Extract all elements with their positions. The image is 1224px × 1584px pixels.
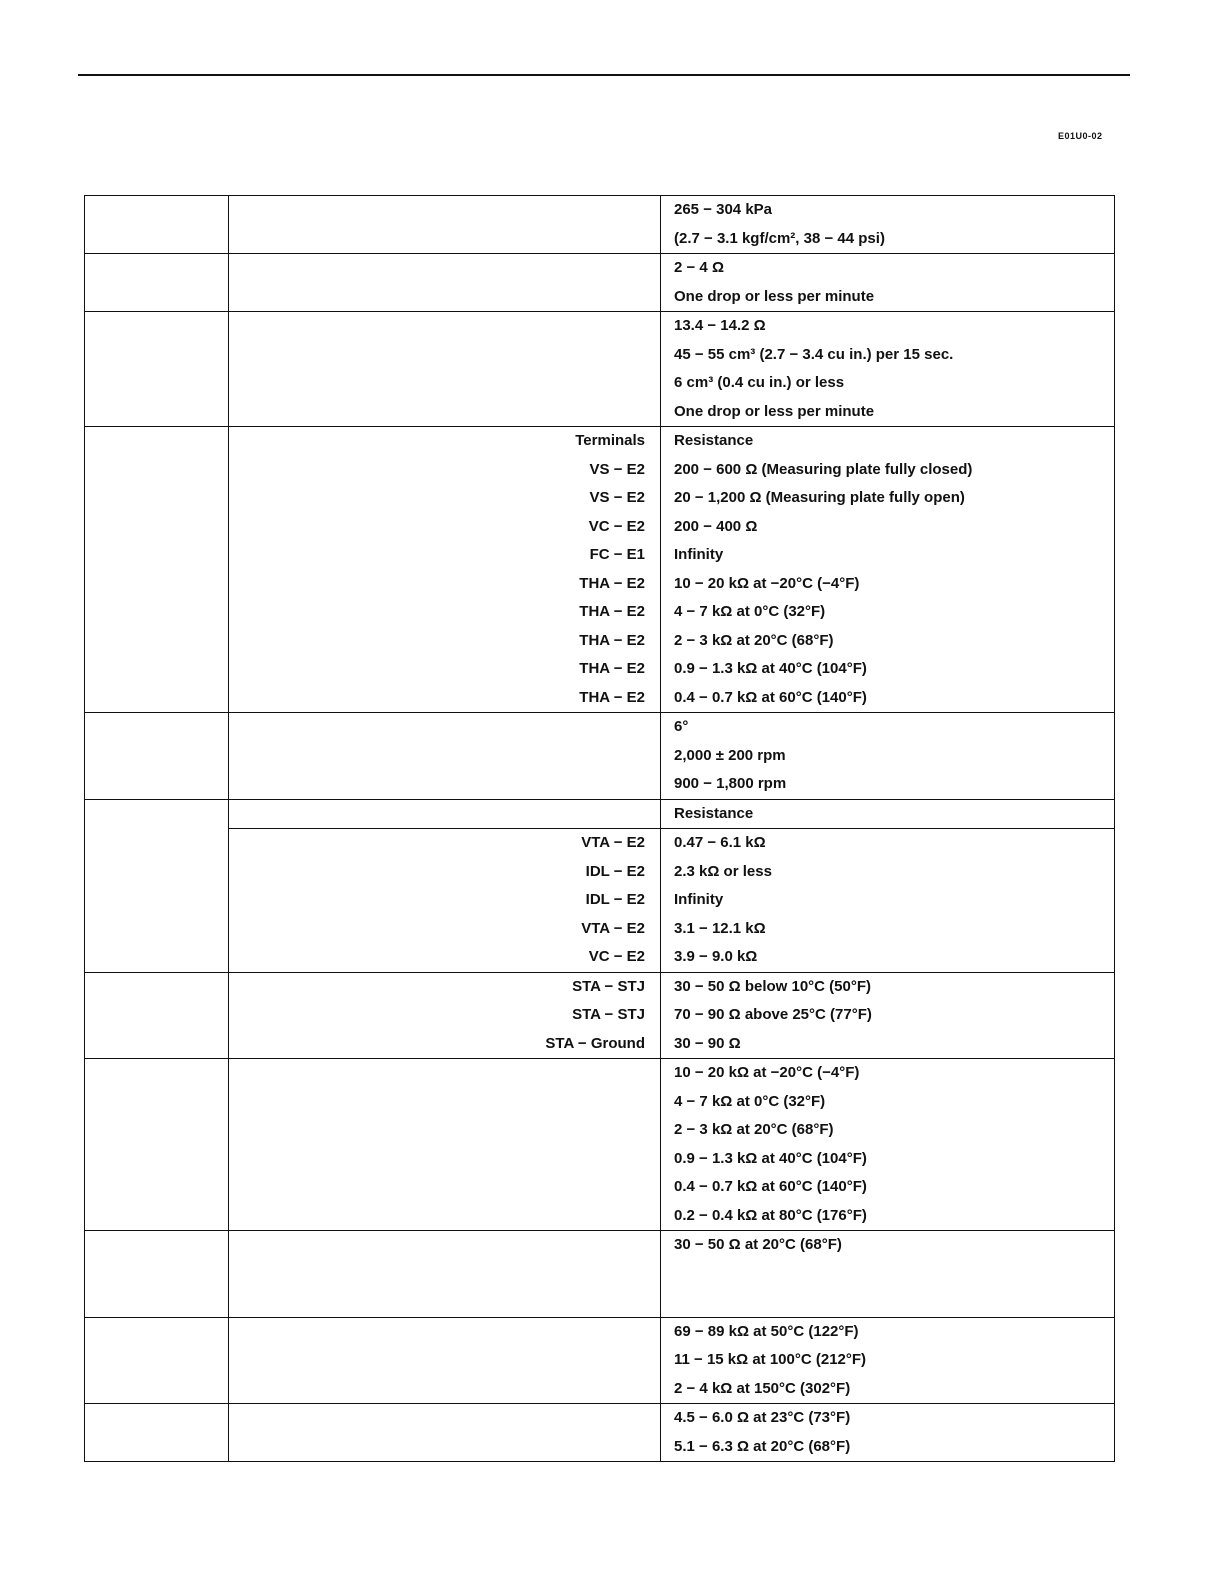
spec-line bbox=[229, 369, 1114, 398]
spec-value-cell: 265 − 304 kPa bbox=[674, 201, 773, 218]
terminal-cell: THA − E2 bbox=[229, 684, 661, 713]
item-cell bbox=[85, 713, 229, 799]
spec-line bbox=[229, 1375, 1114, 1404]
terminal-cell bbox=[229, 312, 661, 341]
spec-line bbox=[229, 800, 1114, 829]
spec-row bbox=[85, 1058, 1114, 1230]
spec-value-cell: 200 − 600 Ω (Measuring plate fully closed) bbox=[674, 460, 973, 478]
spec-row bbox=[85, 253, 1114, 311]
spec-line bbox=[229, 1173, 1114, 1202]
terminal-cell bbox=[229, 713, 661, 742]
spec-line bbox=[229, 312, 1114, 341]
terminal-cell bbox=[229, 1145, 661, 1174]
spec-value-cell: 45 − 55 cm³ (2.7 − 3.4 cu in.) per 15 sec. bbox=[674, 345, 954, 363]
spec-value-cell: 0.2 − 0.4 kΩ at 80°C (176°F) bbox=[674, 1206, 867, 1224]
spec-value-cell: 2.3 kΩ or less bbox=[674, 862, 772, 880]
spec-value-cell: 2 − 3 kΩ at 20°C (68°F) bbox=[674, 1121, 834, 1138]
spec-row bbox=[85, 1230, 1114, 1317]
terminal-cell bbox=[229, 283, 661, 312]
spec-line bbox=[229, 828, 1114, 858]
item-cell bbox=[85, 1318, 229, 1404]
spec-value-cell: 10 − 20 kΩ at −20°C (−4°F) bbox=[674, 574, 860, 592]
spec-line bbox=[229, 770, 1114, 799]
spec-value-cell: 200 − 400 Ω bbox=[674, 517, 758, 535]
specifications-table bbox=[84, 195, 1115, 1462]
terminal-cell bbox=[229, 1059, 661, 1088]
terminal-cell bbox=[229, 196, 661, 225]
spec-value-cell: One drop or less per minute bbox=[674, 402, 875, 420]
terminal-cell bbox=[229, 1260, 661, 1289]
spec-value-cell: 20 − 1,200 Ω (Measuring plate fully open) bbox=[674, 489, 965, 506]
spec-line bbox=[229, 1202, 1114, 1231]
terminal-cell bbox=[229, 1088, 661, 1117]
spec-line bbox=[229, 196, 1114, 225]
spec-line bbox=[229, 1088, 1114, 1117]
item-cell bbox=[85, 312, 229, 426]
terminal-cell: VTA − E2 bbox=[229, 915, 661, 944]
spec-value-cell: 6 cm³ (0.4 cu in.) or less bbox=[674, 374, 845, 391]
spec-line bbox=[229, 858, 1114, 887]
item-cell bbox=[85, 196, 229, 253]
terminal-cell bbox=[229, 1346, 661, 1375]
spec-line bbox=[229, 1001, 1114, 1030]
terminal-cell bbox=[229, 398, 661, 427]
spec-line bbox=[229, 1433, 1114, 1462]
terminal-cell: STA − STJ bbox=[229, 1001, 661, 1030]
spec-value-cell: Infinity bbox=[674, 891, 724, 908]
spec-line bbox=[229, 225, 1114, 254]
spec-line bbox=[229, 513, 1114, 542]
terminal-cell bbox=[229, 225, 661, 254]
spec-line bbox=[229, 1145, 1114, 1174]
spec-row bbox=[85, 799, 1114, 972]
spec-value-cell: 69 − 89 kΩ at 50°C (122°F) bbox=[674, 1322, 859, 1340]
item-cell bbox=[85, 973, 229, 1059]
spec-line bbox=[229, 427, 1114, 456]
spec-row bbox=[85, 426, 1114, 712]
spec-value-cell: 4 − 7 kΩ at 0°C (32°F) bbox=[674, 1092, 826, 1110]
item-cell bbox=[85, 1059, 229, 1230]
spec-value-cell: 10 − 20 kΩ at −20°C (−4°F) bbox=[674, 1064, 860, 1081]
terminal-cell bbox=[229, 369, 661, 398]
spec-line bbox=[229, 541, 1114, 570]
item-cell bbox=[85, 1404, 229, 1461]
spec-value-cell: Resistance bbox=[674, 804, 754, 822]
terminal-cell bbox=[229, 742, 661, 771]
terminal-cell bbox=[229, 1288, 661, 1317]
spec-line bbox=[229, 915, 1114, 944]
terminal-cell: VTA − E2 bbox=[229, 829, 661, 858]
spec-line bbox=[229, 1404, 1114, 1433]
spec-value-cell: 0.4 − 0.7 kΩ at 60°C (140°F) bbox=[674, 1178, 867, 1195]
spec-line bbox=[229, 598, 1114, 627]
spec-line bbox=[229, 713, 1114, 742]
spec-line bbox=[229, 1318, 1114, 1347]
spec-value-cell: 0.47 − 6.1 kΩ bbox=[674, 834, 766, 851]
terminal-cell bbox=[229, 1433, 661, 1462]
item-cell bbox=[85, 800, 229, 972]
spec-line bbox=[229, 456, 1114, 485]
spec-line bbox=[229, 1346, 1114, 1375]
spec-value-cell: 2 − 3 kΩ at 20°C (68°F) bbox=[674, 631, 834, 649]
terminal-cell bbox=[229, 1116, 661, 1145]
spec-value-cell: 0.9 − 1.3 kΩ at 40°C (104°F) bbox=[674, 1149, 867, 1167]
spec-line bbox=[229, 655, 1114, 684]
terminal-cell bbox=[229, 1231, 661, 1260]
spec-line bbox=[229, 1231, 1114, 1260]
document-code: E01U0-02 bbox=[1058, 131, 1103, 141]
terminal-cell: VC − E2 bbox=[229, 513, 661, 542]
spec-value-cell: 0.9 − 1.3 kΩ at 40°C (104°F) bbox=[674, 660, 867, 677]
spec-value-cell: 2 − 4 kΩ at 150°C (302°F) bbox=[674, 1379, 851, 1397]
spec-value-cell: 30 − 50 Ω at 20°C (68°F) bbox=[674, 1236, 842, 1253]
terminal-cell bbox=[229, 254, 661, 283]
spec-row bbox=[85, 1317, 1114, 1404]
spec-row bbox=[85, 196, 1114, 253]
spec-line bbox=[229, 627, 1114, 656]
spec-value-cell: Resistance bbox=[674, 432, 754, 449]
spec-value-cell: 2,000 ± 200 rpm bbox=[674, 746, 786, 764]
terminal-cell: VC − E2 bbox=[229, 943, 661, 972]
spec-line bbox=[229, 570, 1114, 599]
spec-value-cell: 30 − 90 Ω bbox=[674, 1034, 741, 1052]
spec-value-cell bbox=[661, 1288, 1114, 1317]
spec-line bbox=[229, 254, 1114, 283]
spec-row bbox=[85, 972, 1114, 1059]
terminal-cell bbox=[229, 1173, 661, 1202]
spec-line bbox=[229, 973, 1114, 1002]
spec-value-cell: 5.1 − 6.3 Ω at 20°C (68°F) bbox=[674, 1437, 851, 1455]
top-rule bbox=[78, 74, 1130, 76]
spec-value-cell: 6° bbox=[674, 718, 689, 735]
terminal-cell: FC − E1 bbox=[229, 541, 661, 570]
terminal-cell: THA − E2 bbox=[229, 627, 661, 656]
spec-value-cell: 13.4 − 14.2 Ω bbox=[674, 317, 766, 334]
spec-line bbox=[229, 1288, 1114, 1317]
spec-value-cell: 30 − 50 Ω below 10°C (50°F) bbox=[674, 977, 872, 995]
terminal-cell: IDL − E2 bbox=[229, 858, 661, 887]
item-cell bbox=[85, 427, 229, 712]
terminal-cell bbox=[229, 1202, 661, 1231]
terminal-cell bbox=[229, 341, 661, 370]
spec-value-cell: 70 − 90 Ω above 25°C (77°F) bbox=[674, 1006, 872, 1023]
spec-line bbox=[229, 341, 1114, 370]
spec-row bbox=[85, 712, 1114, 799]
spec-value-cell: 3.1 − 12.1 kΩ bbox=[674, 919, 766, 937]
terminal-cell: STA − STJ bbox=[229, 973, 661, 1002]
spec-value-cell: 900 − 1,800 rpm bbox=[674, 775, 787, 792]
terminal-cell bbox=[229, 770, 661, 799]
spec-value-cell: 3.9 − 9.0 kΩ bbox=[674, 948, 758, 965]
spec-value-cell: (2.7 − 3.1 kgf/cm², 38 − 44 psi) bbox=[674, 229, 885, 247]
spec-line bbox=[229, 886, 1114, 915]
spec-line bbox=[229, 1059, 1114, 1088]
terminal-cell bbox=[229, 1318, 661, 1347]
terminal-cell: Terminals bbox=[229, 427, 661, 456]
spec-line bbox=[229, 684, 1114, 713]
terminal-cell bbox=[229, 1375, 661, 1404]
item-cell bbox=[85, 1231, 229, 1317]
spec-value-cell: 2 − 4 Ω bbox=[674, 259, 724, 276]
spec-row bbox=[85, 1403, 1114, 1461]
terminal-cell: IDL − E2 bbox=[229, 886, 661, 915]
terminal-cell: VS − E2 bbox=[229, 456, 661, 485]
spec-value-cell: 4.5 − 6.0 Ω at 23°C (73°F) bbox=[674, 1409, 851, 1426]
terminal-cell bbox=[229, 800, 661, 829]
terminal-cell: THA − E2 bbox=[229, 598, 661, 627]
spec-line bbox=[229, 943, 1114, 972]
terminal-cell: VS − E2 bbox=[229, 484, 661, 513]
spec-value-cell: Infinity bbox=[674, 546, 724, 563]
spec-line bbox=[229, 283, 1114, 312]
spec-line bbox=[229, 1030, 1114, 1059]
spec-value-cell bbox=[661, 1260, 1114, 1289]
item-cell bbox=[85, 254, 229, 311]
terminal-cell: THA − E2 bbox=[229, 655, 661, 684]
terminal-cell bbox=[229, 1404, 661, 1433]
spec-value-cell: 11 − 15 kΩ at 100°C (212°F) bbox=[674, 1351, 867, 1368]
spec-row bbox=[85, 311, 1114, 426]
spec-value-cell: 4 − 7 kΩ at 0°C (32°F) bbox=[674, 603, 826, 620]
terminal-cell: STA − Ground bbox=[229, 1030, 661, 1059]
spec-value-cell: One drop or less per minute bbox=[674, 287, 875, 305]
spec-line bbox=[229, 1116, 1114, 1145]
spec-line bbox=[229, 484, 1114, 513]
spec-value-cell: 0.4 − 0.7 kΩ at 60°C (140°F) bbox=[674, 688, 867, 706]
spec-line bbox=[229, 1260, 1114, 1289]
spec-line bbox=[229, 398, 1114, 427]
spec-line bbox=[229, 742, 1114, 771]
terminal-cell: THA − E2 bbox=[229, 570, 661, 599]
